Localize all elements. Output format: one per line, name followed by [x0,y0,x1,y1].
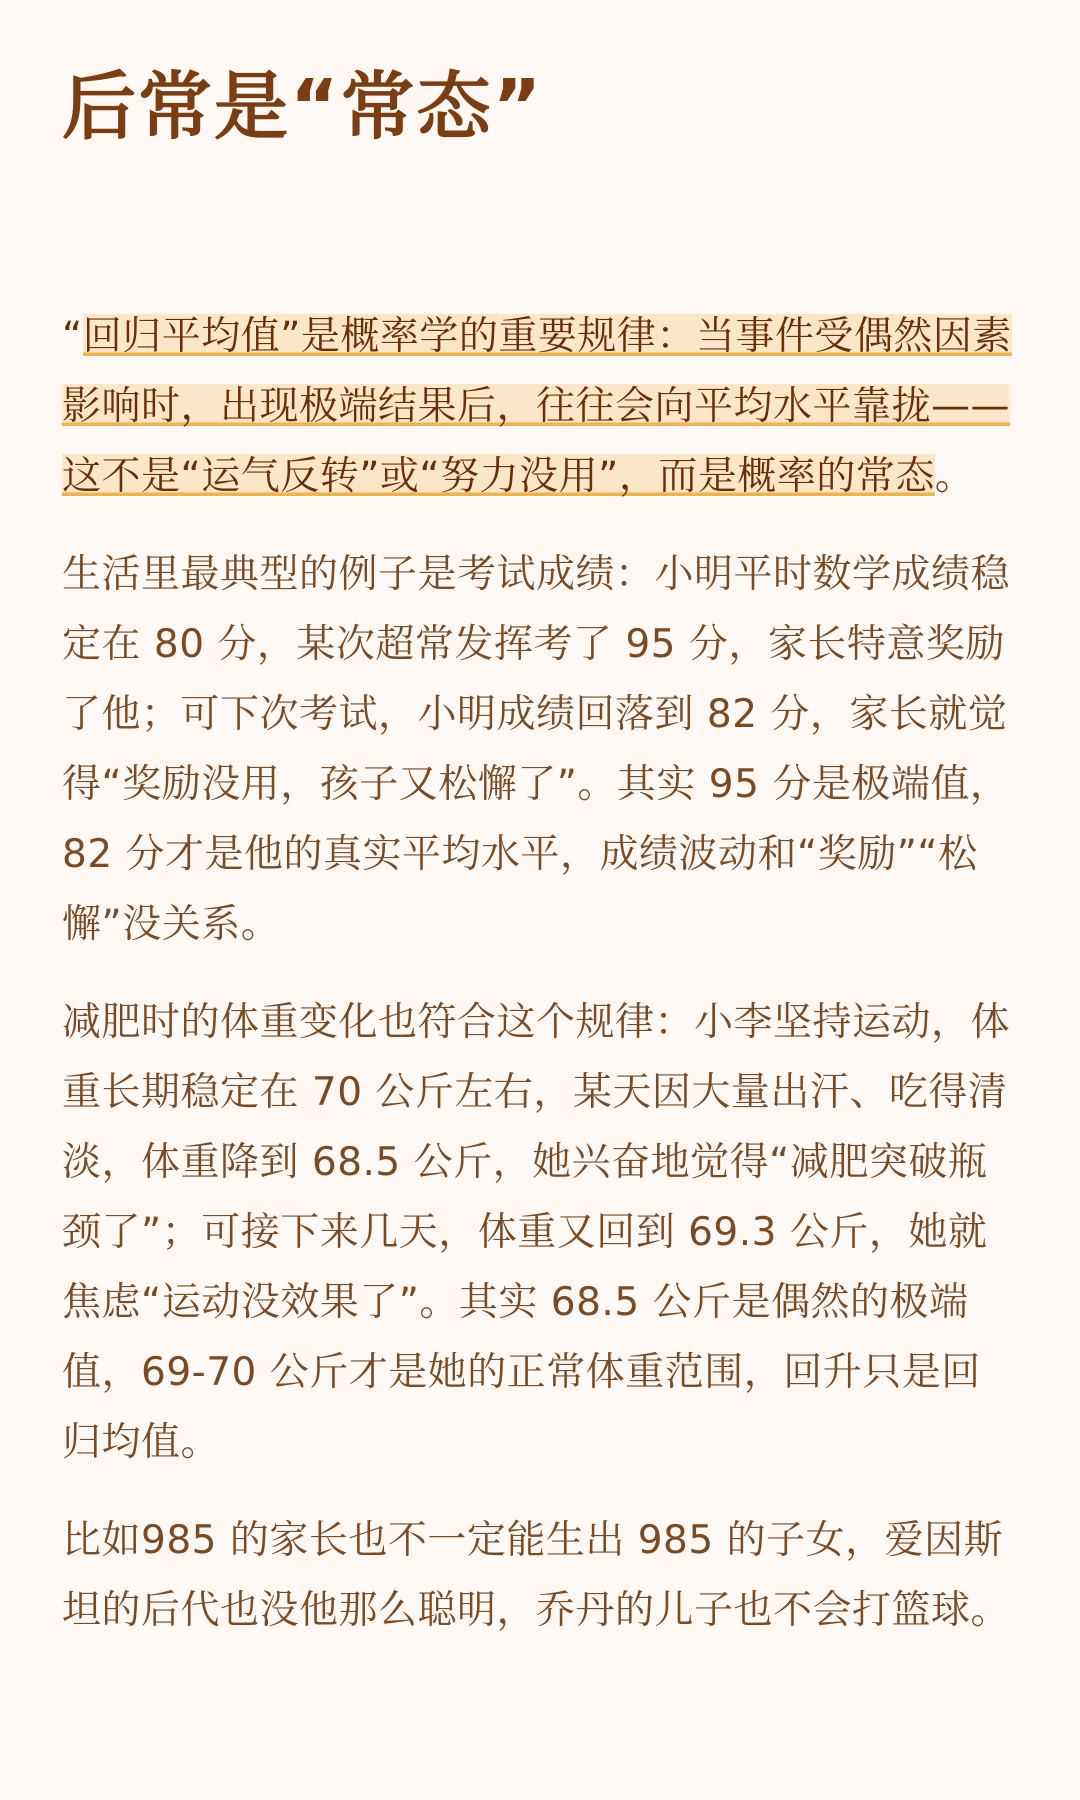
highlighted-definition-paragraph [62,302,1018,512]
article-title: 后常是“常态” [62,64,544,150]
open-quote: “ [62,314,83,359]
paragraph-end-punctuation: 。 [934,454,975,499]
weight-loss-example-paragraph: 减肥时的体重变化也符合这个规律：小李坚持运动，体重长期稳定在 70 公斤左右，某天因大量出汗、吃得清淡，体重降到 68.5 公斤，她兴奋地觉得“减肥突破瓶颈了”；可接下来几天，体重又回到 69.3 公斤，她就焦虑“运动没效果了”。其实 68.5 公斤是偶然的极端值，69-70 公斤才是她的正常体重范围，回升只是回归均值。 [62,1000,1011,1465]
exam-score-example-paragraph: 生活里最典型的例子是考试成绩：小明平时数学成绩稳定在 80 分，某次超常发挥考了 95 分，家长特意奖励了他；可下次考试，小明成绩回落到 82 分，家长就觉得“奖励没用，孩子又松懈了”。其实 95 分是极端值，82 分才是他的真实平均水平，成绩波动和“奖励”“松懈”没关系。 [62,552,1011,947]
heredity-example-paragraph: 比如985 的家长也不一定能生出 985 的子女，爱因斯坦的后代也没他那么聪明，乔丹的儿子也不会打篮球。 [62,1518,1011,1633]
highlighted-text: 回归平均值”是概率学的重要规律：当事件受偶然因素影响时，出现极端结果后，往往会向平均水平靠拢——这不是“运气反转”或“努力没用”，而是概率的常态 [62,314,1012,499]
